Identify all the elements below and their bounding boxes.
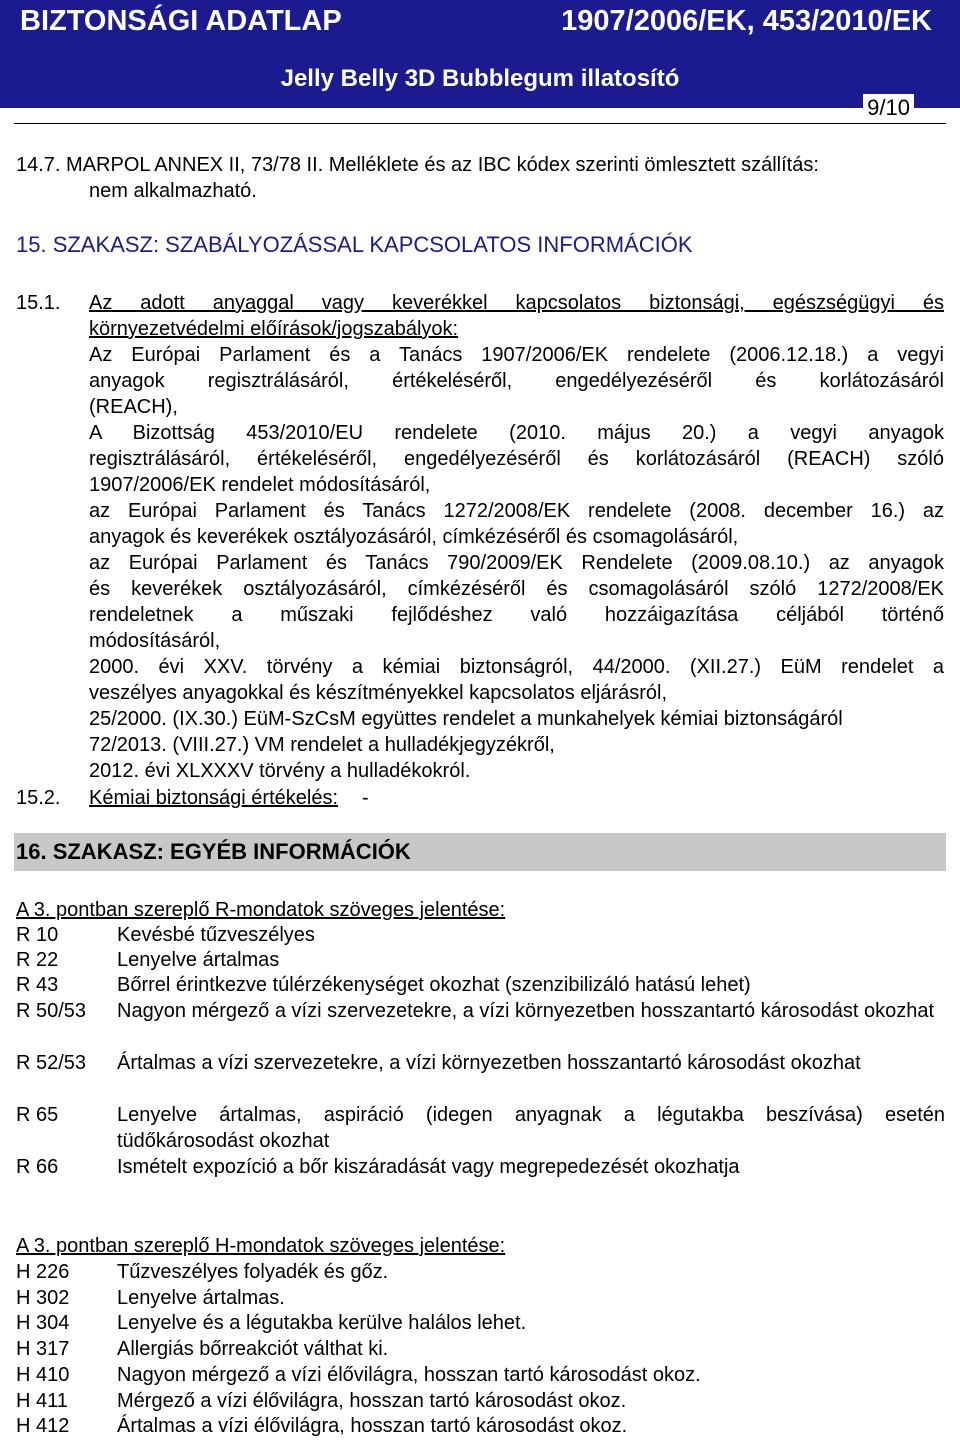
s15-1-line: 72/2013. (VIII.27.) VM rendelet a hulladékjegyzékről,	[89, 734, 555, 756]
r-phrase-text: Nagyon mérgező a vízi szervezetekre, a vízi környezetben hosszantartó károsodást okozhat	[117, 1000, 935, 1022]
r-phrase-code: R 66	[16, 1156, 59, 1178]
h-phrase-text: Lenyelve ártalmas.	[117, 1287, 285, 1309]
r-phrase-code: R 52/53	[16, 1052, 87, 1074]
h-phrase-text: Tűzveszélyes folyadék és gőz.	[117, 1261, 389, 1283]
s15-1-line: rendeletnek a műszaki fejlődéshez való hozzáigazítása céljából történő	[89, 604, 944, 626]
h-phrase-text: Mérgező a vízi élővilágra, hosszan tartó károsodást okoz.	[117, 1390, 627, 1412]
s15-1-line: anyagok és keverékek osztályozásáról, címkézéséről és csomagolásáról,	[89, 526, 739, 548]
r-phrase-text: Ismételt expozíció a bőr kiszáradását vagy megrepedezését okozhatja	[117, 1156, 740, 1178]
s15-1-line: 25/2000. (IX.30.) EüM-SzCsM együttes rendelet a munkahelyek kémiai biztonságáról	[89, 708, 843, 730]
s15-2-title: Kémiai biztonsági értékelés:	[89, 787, 339, 809]
s15-1-line: és keverékek osztályozásáról, címkézéséről és csomagolásáról szóló 1272/2008/EK	[89, 578, 944, 600]
document-title: BIZTONSÁGI ADATLAP	[20, 5, 342, 37]
s15-1-line: 2012. évi XLXXXV törvény a hulladékokról.	[89, 760, 471, 782]
h-phrase-code: H 302	[16, 1287, 70, 1309]
section-16-heading: 16. SZAKASZ: EGYÉB INFORMÁCIÓK	[16, 839, 411, 864]
s15-2-value: -	[362, 787, 369, 809]
h-phrase-text: Ártalmas a vízi élővilágra, hosszan tartó károsodást okoz.	[117, 1415, 628, 1437]
h-phrase-text: Lenyelve és a légutakba kerülve halálos lehet.	[117, 1312, 527, 1334]
s15-1-line: regisztrálásáról, értékeléséről, engedélyezéséről és korlátozásáról (REACH) szóló	[89, 448, 944, 470]
section-15-heading: 15. SZAKASZ: SZABÁLYOZÁSSAL KAPCSOLATOS INFORMÁCIÓK	[16, 232, 693, 257]
product-name: Jelly Belly 3D Bubblegum illatosító	[280, 65, 680, 92]
regulation-reference: 1907/2006/EK, 453/2010/EK	[561, 5, 932, 37]
r-phrase-code: R 10	[16, 924, 59, 946]
s15-1-line: A Bizottság 453/2010/EU rendelete (2010. május 20.) a vegyi anyagok	[89, 422, 944, 444]
r-phrase-code: R 50/53	[16, 1000, 87, 1022]
s15-1-title-line2: környezetvédelmi előírások/jogszabályok:	[89, 318, 459, 340]
h-phrase-code: H 411	[16, 1390, 68, 1412]
s15-1-line: módosításáról,	[89, 630, 221, 652]
r-phrase-text: Ártalmas a vízi szervezetekre, a vízi környezetben hosszantartó károsodást okozhat	[117, 1052, 861, 1074]
s15-1-line: az Európai Parlament és Tanács 790/2009/EK Rendelete (2009.08.10.) az anyagok	[89, 552, 944, 574]
h-phrase-code: H 412	[16, 1415, 70, 1437]
h-phrases-heading: A 3. pontban szereplő H-mondatok szöveges jelentése:	[16, 1235, 506, 1257]
s15-1-number: 15.1.	[16, 292, 61, 314]
s14-7-line2: nem alkalmazható.	[89, 180, 257, 202]
r-phrase-code: R 22	[16, 949, 59, 971]
h-phrase-code: H 410	[16, 1364, 70, 1386]
s15-1-line: 1907/2006/EK rendelet módosításáról,	[89, 474, 431, 496]
s15-1-line: (REACH),	[89, 396, 178, 418]
h-phrase-text: Nagyon mérgező a vízi élővilágra, hosszan tartó károsodást okoz.	[117, 1364, 701, 1386]
r-phrase-text: Kevésbé tűzveszélyes	[117, 924, 315, 946]
h-phrase-text: Allergiás bőrreakciót válthat ki.	[117, 1338, 389, 1360]
page-number: 9/10	[863, 94, 914, 122]
s15-1-line: 2000. évi XXV. törvény a kémiai biztonságról, 44/2000. (XII.27.) EüM rendelet a	[89, 656, 944, 678]
s15-1-title-line1: Az adott anyaggal vagy keverékkel kapcsolatos biztonsági, egészségügyi és	[89, 292, 944, 314]
h-phrase-code: H 226	[16, 1261, 70, 1283]
s15-1-line: az Európai Parlament és Tanács 1272/2008/EK rendelete (2008. december 16.) az	[89, 500, 944, 522]
r-phrases-heading: A 3. pontban szereplő R-mondatok szöveges jelentése:	[16, 899, 506, 921]
r-phrase-code: R 43	[16, 974, 59, 996]
r-phrase-text: Bőrrel érintkezve túlérzékenységet okozhat (szenzibilizáló hatású lehet)	[117, 974, 751, 996]
s14-7-line1: 14.7. MARPOL ANNEX II, 73/78 II. Melléklete és az IBC kódex szerinti ömlesztett szállítás:	[16, 154, 819, 176]
s15-1-line: anyagok regisztrálásáról, értékeléséről, engedélyezéséről és korlátozásáról	[89, 370, 944, 392]
h-phrase-code: H 304	[16, 1312, 70, 1334]
s15-1-line: Az Európai Parlament és a Tanács 1907/2006/EK rendelete (2006.12.18.) a vegyi	[89, 344, 944, 366]
r-phrase-text: Lenyelve ártalmas, aspiráció (idegen anyagnak a légutakba beszívása) esetén tüdőkárosodást okozhat	[117, 1104, 945, 1152]
s15-2-number: 15.2.	[16, 787, 61, 809]
r-phrase-code: R 65	[16, 1104, 59, 1126]
header-divider	[14, 123, 946, 124]
h-phrase-code: H 317	[16, 1338, 70, 1360]
r-phrase-text: Lenyelve ártalmas	[117, 949, 280, 971]
s15-1-line: veszélyes anyagokkal és készítményekkel kapcsolatos eljárásról,	[89, 682, 668, 704]
